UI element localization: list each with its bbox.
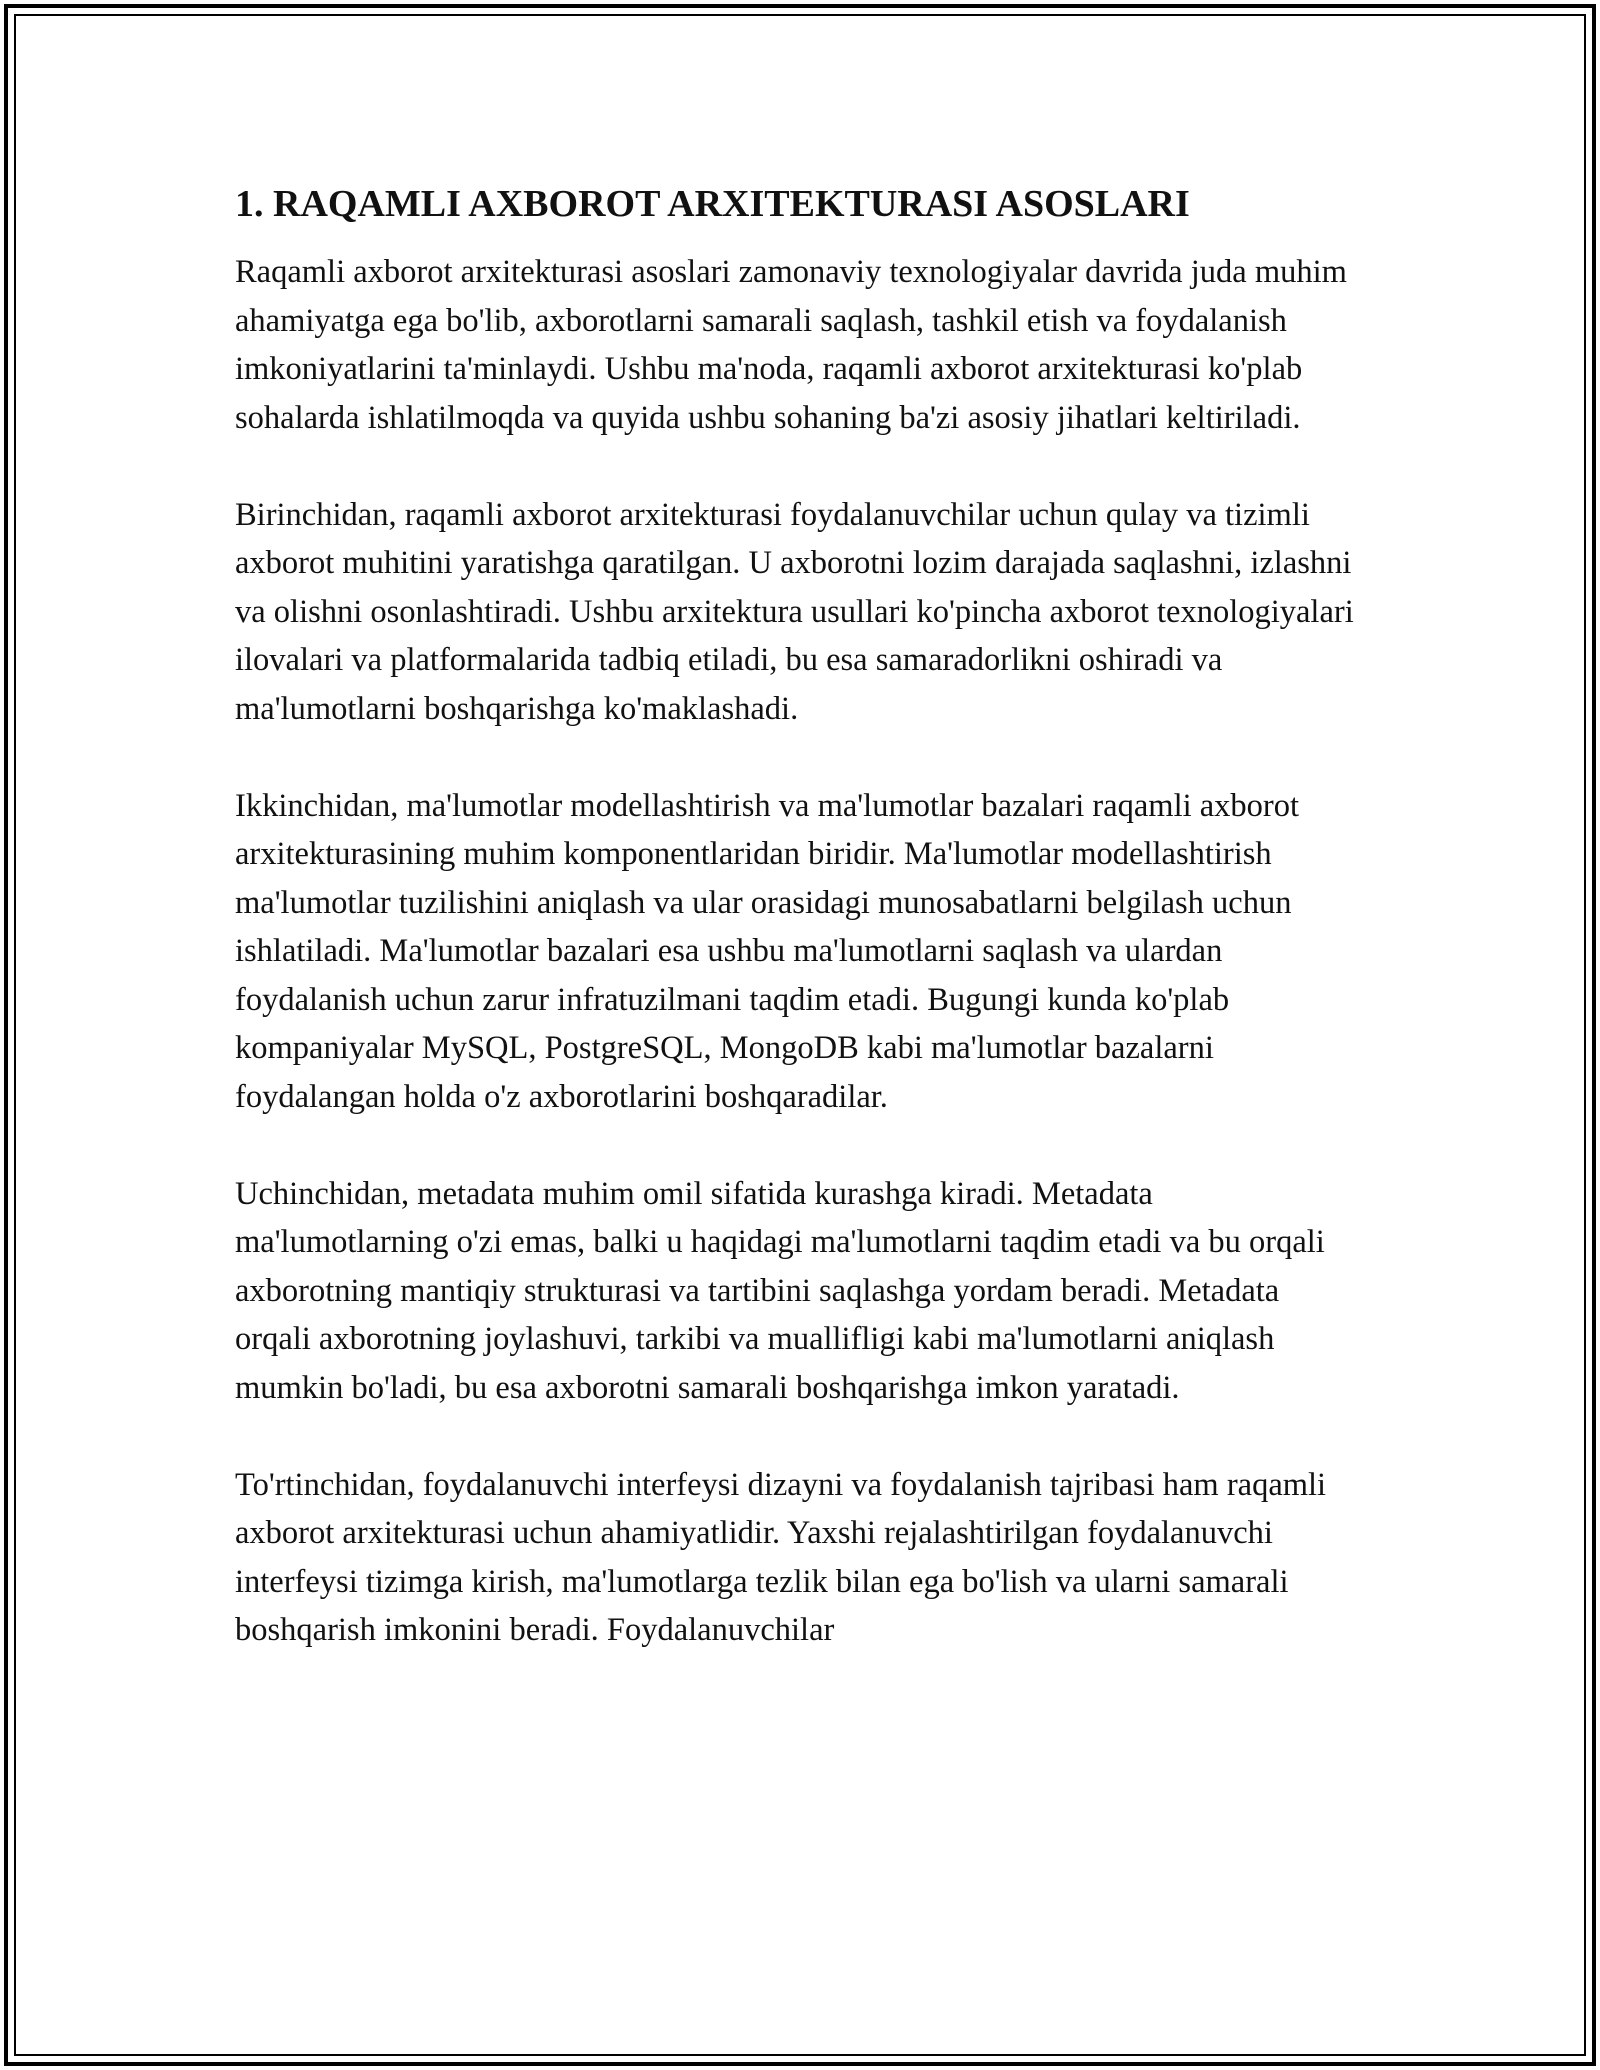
paragraph-first: Birinchidan, raqamli axborot arxitekturasi foydalanuvchilar uchun qulay va tizimli axborot muhitini yaratishga qaratilgan. U axborotni lozim darajada saqlashni, izlashni va olishni osonlashtiradi. Ushbu arxitektura usullari ko'pincha axborot texnologiyalari ilovalari va platformalarida tadbiq etiladi, bu esa samaradorlikni oshiradi va ma'lumotlarni boshqarishga ko'maklashadi. (235, 496, 1354, 727)
paragraph-third: Uchinchidan, metadata muhim omil sifatida kurashga kiradi. Metadata ma'lumotlarning o'zi emas, balki u haqidagi ma'lumotlarni taqdim etadi va bu orqali axborotning mantiqiy strukturasi va tartibini saqlashga yordam beradi. Metadata orqali axborotning joylashuvi, tarkibi va muallifligi kabi ma'lumotlarni aniqlash mumkin bo'ladi, bu esa axborotni samarali boshqarishga imkon yaratadi. (235, 1175, 1325, 1406)
paragraph-intro: Raqamli axborot arxitekturasi asoslari zamonaviy texnologiyalar davrida juda muhim ahamiyatga ega bo'lib, axborotlarni samarali saqlash, tashkil etish va foydalanish imkoniyatlarini ta'minlaydi. Ushbu ma'noda, raqamli axborot arxitekturasi ko'plab sohalarda ishlatilmoqda va quyida ushbu sohaning ba'zi asosiy jihatlari keltiriladi. (235, 254, 1347, 436)
document-title: 1. RAQAMLI AXBOROT ARXITEKTURASI ASOSLARI (235, 183, 1190, 225)
paragraph-second: Ikkinchidan, ma'lumotlar modellashtirish va ma'lumotlar bazalari raqamli axborot arxitekturasining muhim komponentlaridan biridir. Ma'lumotlar modellashtirish ma'lumotlar tuzilishini aniqlash va ular orasidagi munosabatlarni belgilash uchun ishlatiladi. Ma'lumotlar bazalari esa ushbu ma'lumotlarni saqlash va ulardan foydalanish uchun zarur infratuzilmani taqdim etadi. Bugungi kunda ko'plab kompaniyalar MySQL, PostgreSQL, MongoDB kabi ma'lumotlar bazalarni foydalangan holda o'z axborotlarini boshqaradilar. (235, 787, 1300, 1115)
paragraph-fourth: To'rtinchidan, foydalanuvchi interfeysi dizayni va foydalanish tajribasi ham raqamli axborot arxitekturasi uchun ahamiyatlidir. Yaxshi rejalashtirilgan foydalanuvchi interfeysi tizimga kirish, ma'lumotlarga tezlik bilan ega bo'lish va ularni samarali boshqarish imkonini beradi. Foydalanuvchilar (235, 1466, 1327, 1648)
document-content (235, 180, 1355, 1703)
